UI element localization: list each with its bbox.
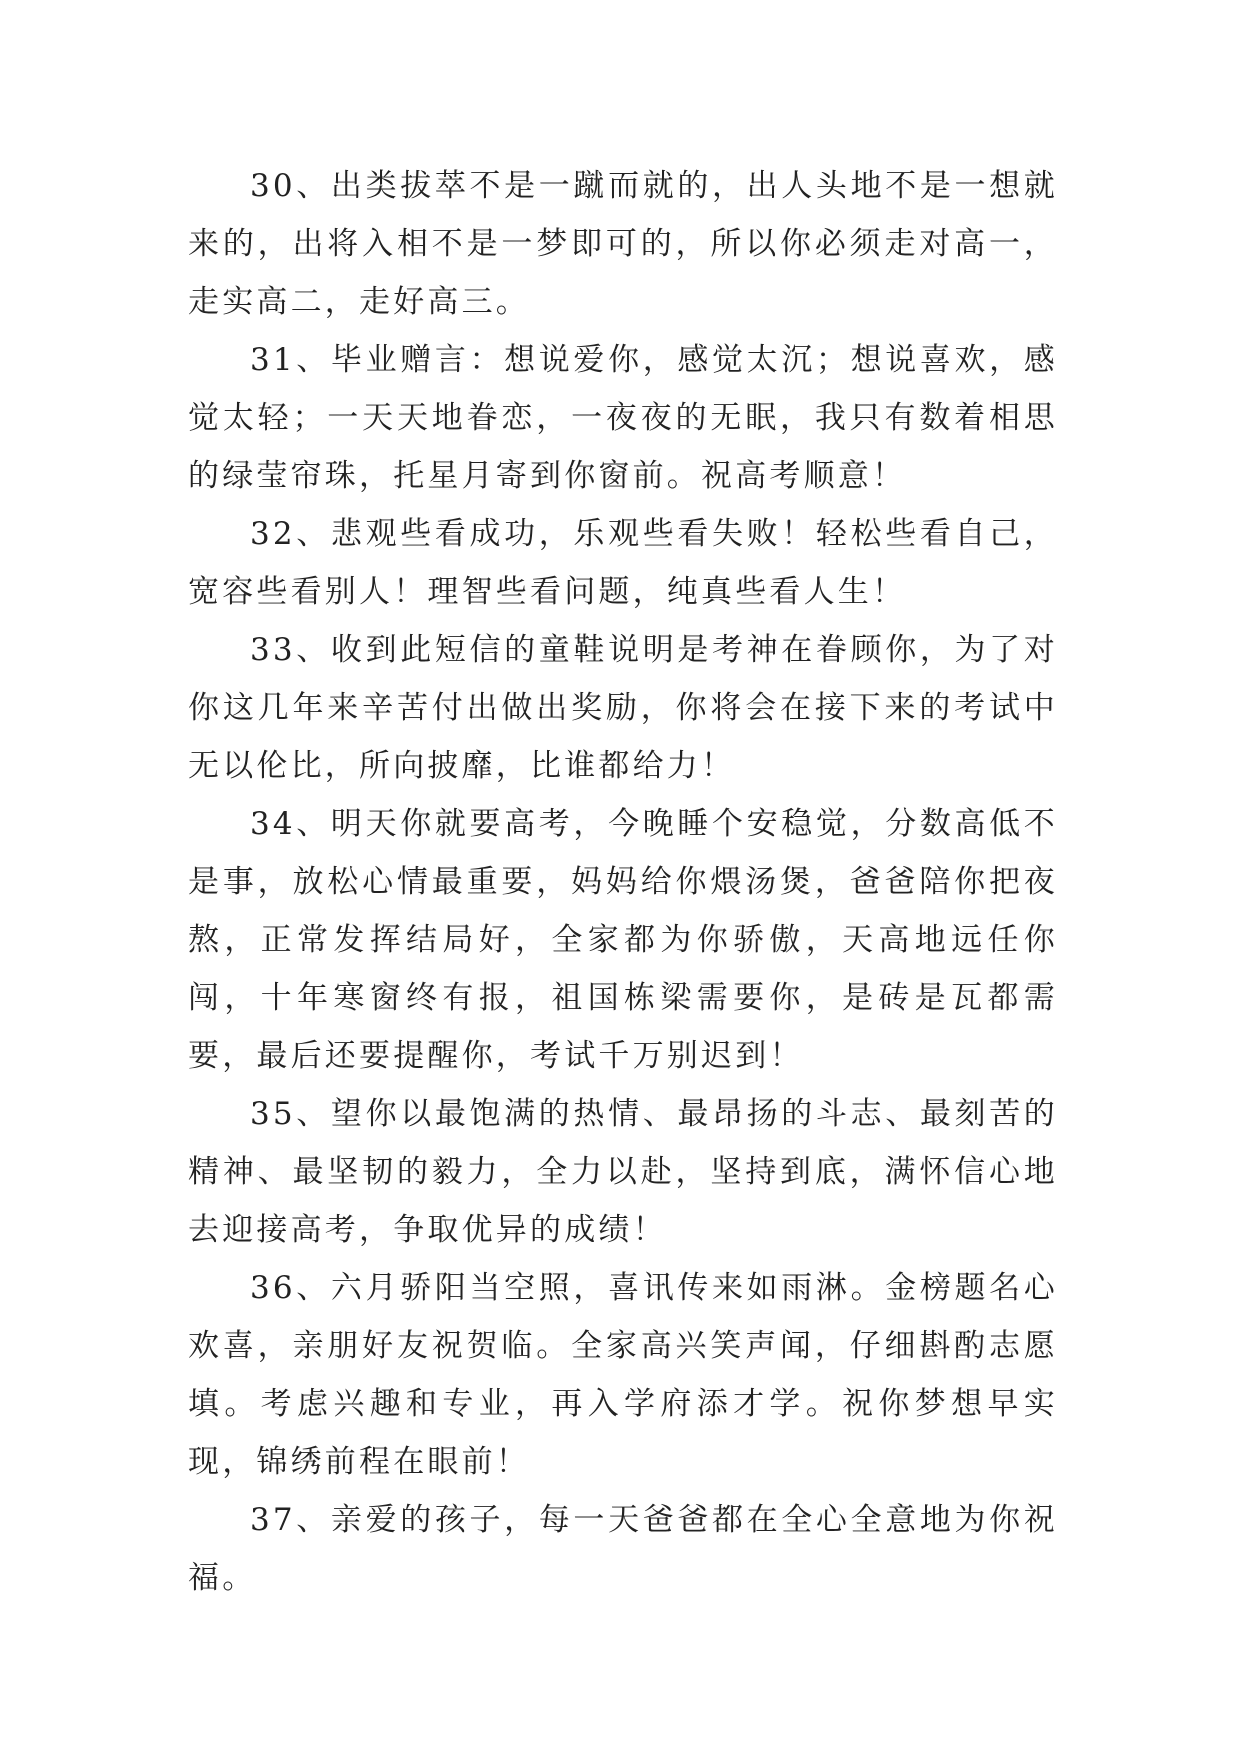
document-body — [188, 157, 1058, 1607]
paragraph-34: 34、明天你就要高考，今晚睡个安稳觉，分数高低不是事，放松心情最重要，妈妈给你煨汤煲，爸爸陪你把夜熬，正常发挥结局好，全家都为你骄傲，天高地远任你闯，十年寒窗终有报，祖国栋梁需要你，是砖是瓦都需要，最后还要提醒你，考试千万别迟到！ — [188, 806, 1058, 1074]
paragraph-36: 36、六月骄阳当空照，喜讯传来如雨淋。金榜题名心欢喜，亲朋好友祝贺临。全家高兴笑声闻，仔细斟酌志愿填。考虑兴趣和专业，再入学府添才学。祝你梦想早实现，锦绣前程在眼前！ — [188, 1270, 1058, 1480]
paragraph-30: 30、出类拔萃不是一蹴而就的，出人头地不是一想就来的，出将入相不是一梦即可的，所以你必须走对高一，走实高二，走好高三。 — [188, 168, 1058, 320]
paragraph-32: 32、悲观些看成功，乐观些看失败！轻松些看自己，宽容些看别人！理智些看问题，纯真些看人生！ — [188, 516, 1058, 610]
paragraph-37: 37、亲爱的孩子，每一天爸爸都在全心全意地为你祝福。 — [188, 1502, 1058, 1596]
paragraph-35: 35、望你以最饱满的热情、最昂扬的斗志、最刻苦的精神、最坚韧的毅力，全力以赴，坚持到底，满怀信心地去迎接高考，争取优异的成绩！ — [188, 1096, 1058, 1248]
paragraph-31: 31、毕业赠言：想说爱你，感觉太沉；想说喜欢，感觉太轻；一天天地眷恋，一夜夜的无眠，我只有数着相思的绿莹帘珠，托星月寄到你窗前。祝高考顺意！ — [188, 342, 1058, 494]
paragraph-33: 33、收到此短信的童鞋说明是考神在眷顾你，为了对你这几年来辛苦付出做出奖励，你将会在接下来的考试中无以伦比，所向披靡，比谁都给力！ — [188, 632, 1058, 784]
